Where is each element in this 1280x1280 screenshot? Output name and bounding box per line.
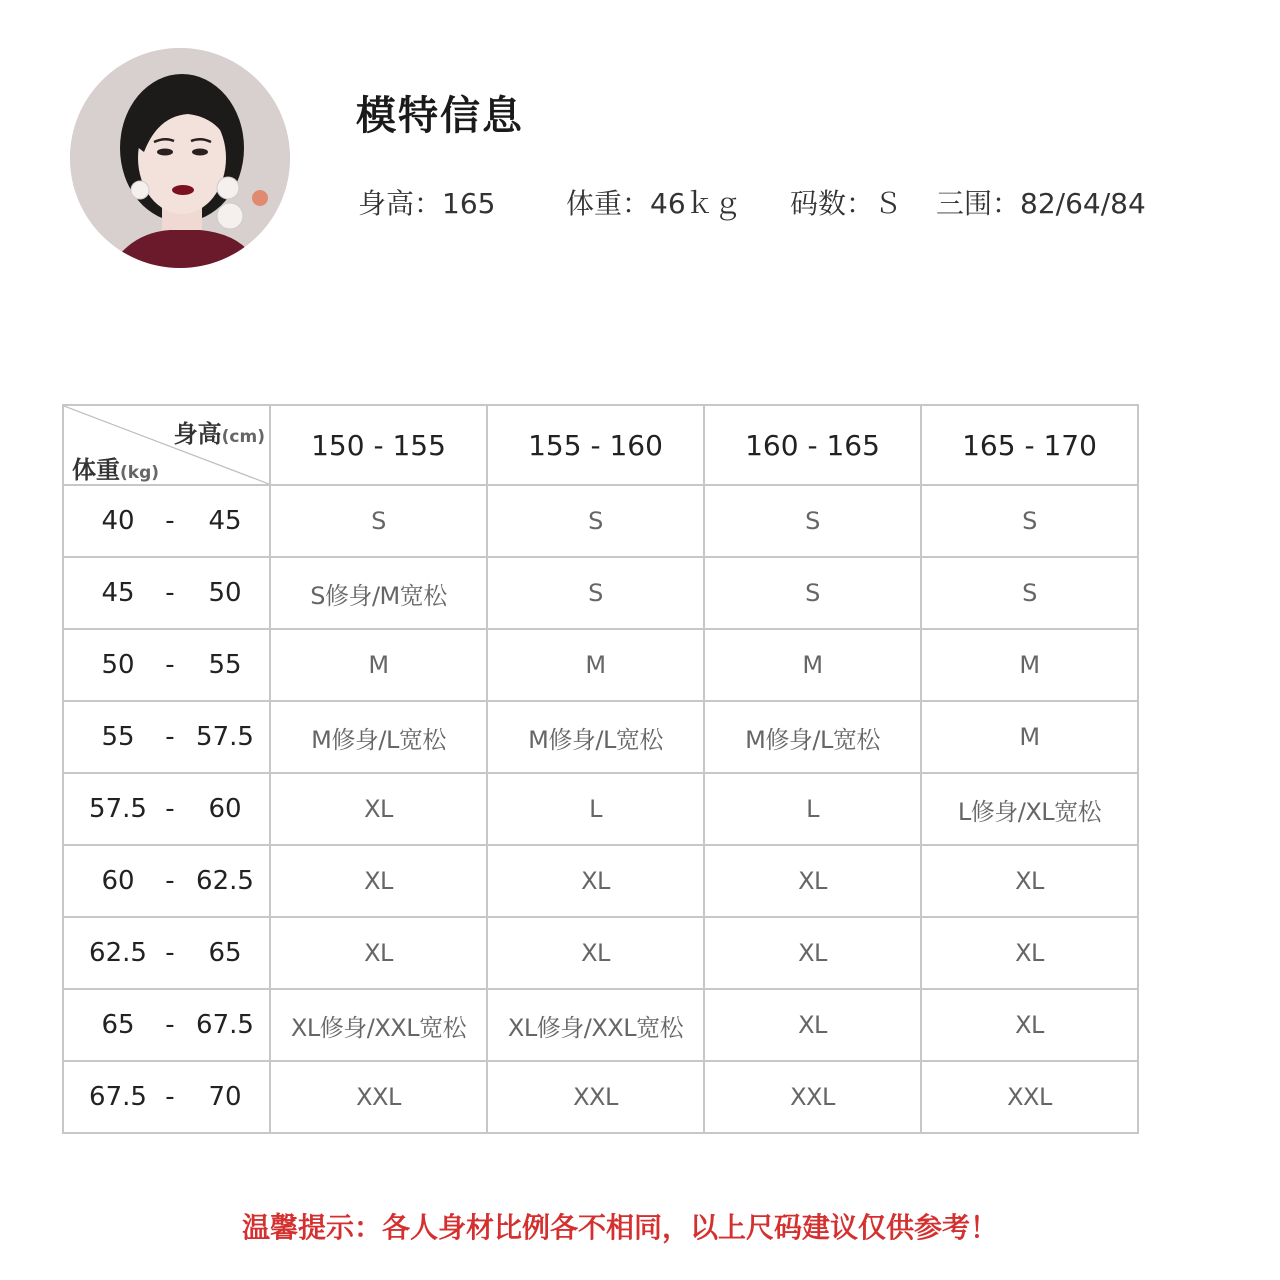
size-recommendation-cell: M (921, 701, 1138, 773)
size-recommendation-cell: XL (921, 917, 1138, 989)
corner-weight-label: 体重(kg) (72, 456, 160, 484)
weight-range-to: 65 (208, 938, 242, 968)
size-recommendation-cell: S (487, 485, 704, 557)
weight-range-cell (63, 1061, 270, 1133)
weight-range-from: 55 (101, 722, 135, 752)
model-weight: 体重：46ｋｇ (566, 187, 742, 220)
size-recommendation-cell: XL修身/XXL宽松 (270, 989, 487, 1061)
model-portrait-image (70, 48, 290, 268)
table-row (63, 989, 1138, 1061)
weight-range-dash: - (165, 866, 175, 896)
model-measurements: 三围：82/64/84 (936, 187, 1146, 220)
size-tip-note: 温馨提示：各人身材比例各不相同，以上尺码建议仅供参考！ (241, 1211, 998, 1244)
weight-range-from: 60 (101, 866, 135, 896)
size-recommendation-cell: XXL (270, 1061, 487, 1133)
weight-range-to: 70 (208, 1082, 242, 1112)
table-row (63, 629, 1138, 701)
size-recommendation-cell: S修身/M宽松 (270, 557, 487, 629)
size-recommendation-cell: XXL (704, 1061, 921, 1133)
table-row (63, 917, 1138, 989)
size-recommendation-cell: S (704, 557, 921, 629)
size-recommendation-cell: XXL (921, 1061, 1138, 1133)
size-recommendation-cell: M (921, 629, 1138, 701)
size-recommendation-cell: L (487, 773, 704, 845)
weight-range-to: 55 (208, 650, 242, 680)
table-header-row (63, 405, 1138, 485)
size-recommendation-cell: M (270, 629, 487, 701)
size-recommendation-cell: XL (921, 989, 1138, 1061)
weight-range-dash: - (165, 650, 175, 680)
table-row (63, 701, 1138, 773)
table-corner-cell (63, 405, 270, 485)
size-recommendation-cell: M修身/L宽松 (270, 701, 487, 773)
weight-range-from: 45 (101, 578, 135, 608)
size-recommendation-cell: M (487, 629, 704, 701)
model-size: 码数：Ｓ (790, 187, 903, 220)
table-row (63, 1061, 1138, 1133)
weight-range-from: 50 (101, 650, 135, 680)
height-range-header: 150 - 155 (270, 405, 487, 485)
size-recommendation-cell: XL (270, 773, 487, 845)
size-recommendation-cell: XL (270, 845, 487, 917)
weight-range-to: 67.5 (196, 1010, 254, 1040)
size-chart-table (62, 404, 1139, 1134)
height-range-header: 155 - 160 (487, 405, 704, 485)
height-range-header: 160 - 165 (704, 405, 921, 485)
weight-range-dash: - (165, 938, 175, 968)
corner-height-label: 身高(cm) (173, 420, 265, 448)
table-row (63, 773, 1138, 845)
size-recommendation-cell: M修身/L宽松 (704, 701, 921, 773)
table-row (63, 557, 1138, 629)
size-recommendation-cell: L修身/XL宽松 (921, 773, 1138, 845)
model-height: 身高：165 (358, 187, 496, 220)
size-recommendation-cell: S (704, 485, 921, 557)
weight-range-dash: - (165, 794, 175, 824)
weight-range-to: 62.5 (196, 866, 254, 896)
size-recommendation-cell: S (487, 557, 704, 629)
height-range-header: 165 - 170 (921, 405, 1138, 485)
weight-range-from: 65 (101, 1010, 135, 1040)
size-recommendation-cell: L (704, 773, 921, 845)
weight-range-from: 57.5 (89, 794, 147, 824)
size-recommendation-cell: M修身/L宽松 (487, 701, 704, 773)
weight-range-dash: - (165, 506, 175, 536)
size-recommendation-cell: XL (270, 917, 487, 989)
weight-range-to: 57.5 (196, 722, 254, 752)
size-recommendation-cell: M (704, 629, 921, 701)
size-recommendation-cell: S (921, 557, 1138, 629)
weight-range-cell (63, 629, 270, 701)
weight-range-dash: - (165, 578, 175, 608)
weight-range-to: 45 (208, 506, 242, 536)
weight-range-cell (63, 989, 270, 1061)
weight-range-to: 50 (208, 578, 242, 608)
weight-range-from: 62.5 (89, 938, 147, 968)
weight-range-dash: - (165, 1010, 175, 1040)
weight-range-cell (63, 485, 270, 557)
size-recommendation-cell: XL (487, 845, 704, 917)
size-recommendation-cell: XL (704, 989, 921, 1061)
weight-range-to: 60 (208, 794, 242, 824)
size-recommendation-cell: S (921, 485, 1138, 557)
table-row (63, 845, 1138, 917)
model-info-title: 模特信息 (356, 93, 524, 139)
weight-range-dash: - (165, 722, 175, 752)
size-recommendation-cell: S (270, 485, 487, 557)
model-avatar (70, 48, 290, 268)
size-recommendation-cell: XL修身/XXL宽松 (487, 989, 704, 1061)
weight-range-cell (63, 557, 270, 629)
weight-range-cell (63, 917, 270, 989)
weight-range-cell (63, 701, 270, 773)
size-recommendation-cell: XXL (487, 1061, 704, 1133)
size-recommendation-cell: XL (487, 917, 704, 989)
size-recommendation-cell: XL (704, 917, 921, 989)
size-recommendation-cell: XL (921, 845, 1138, 917)
weight-range-from: 67.5 (89, 1082, 147, 1112)
table-row (63, 485, 1138, 557)
weight-range-cell (63, 845, 270, 917)
size-recommendation-cell: XL (704, 845, 921, 917)
weight-range-from: 40 (101, 506, 135, 536)
weight-range-cell (63, 773, 270, 845)
weight-range-dash: - (165, 1082, 175, 1112)
